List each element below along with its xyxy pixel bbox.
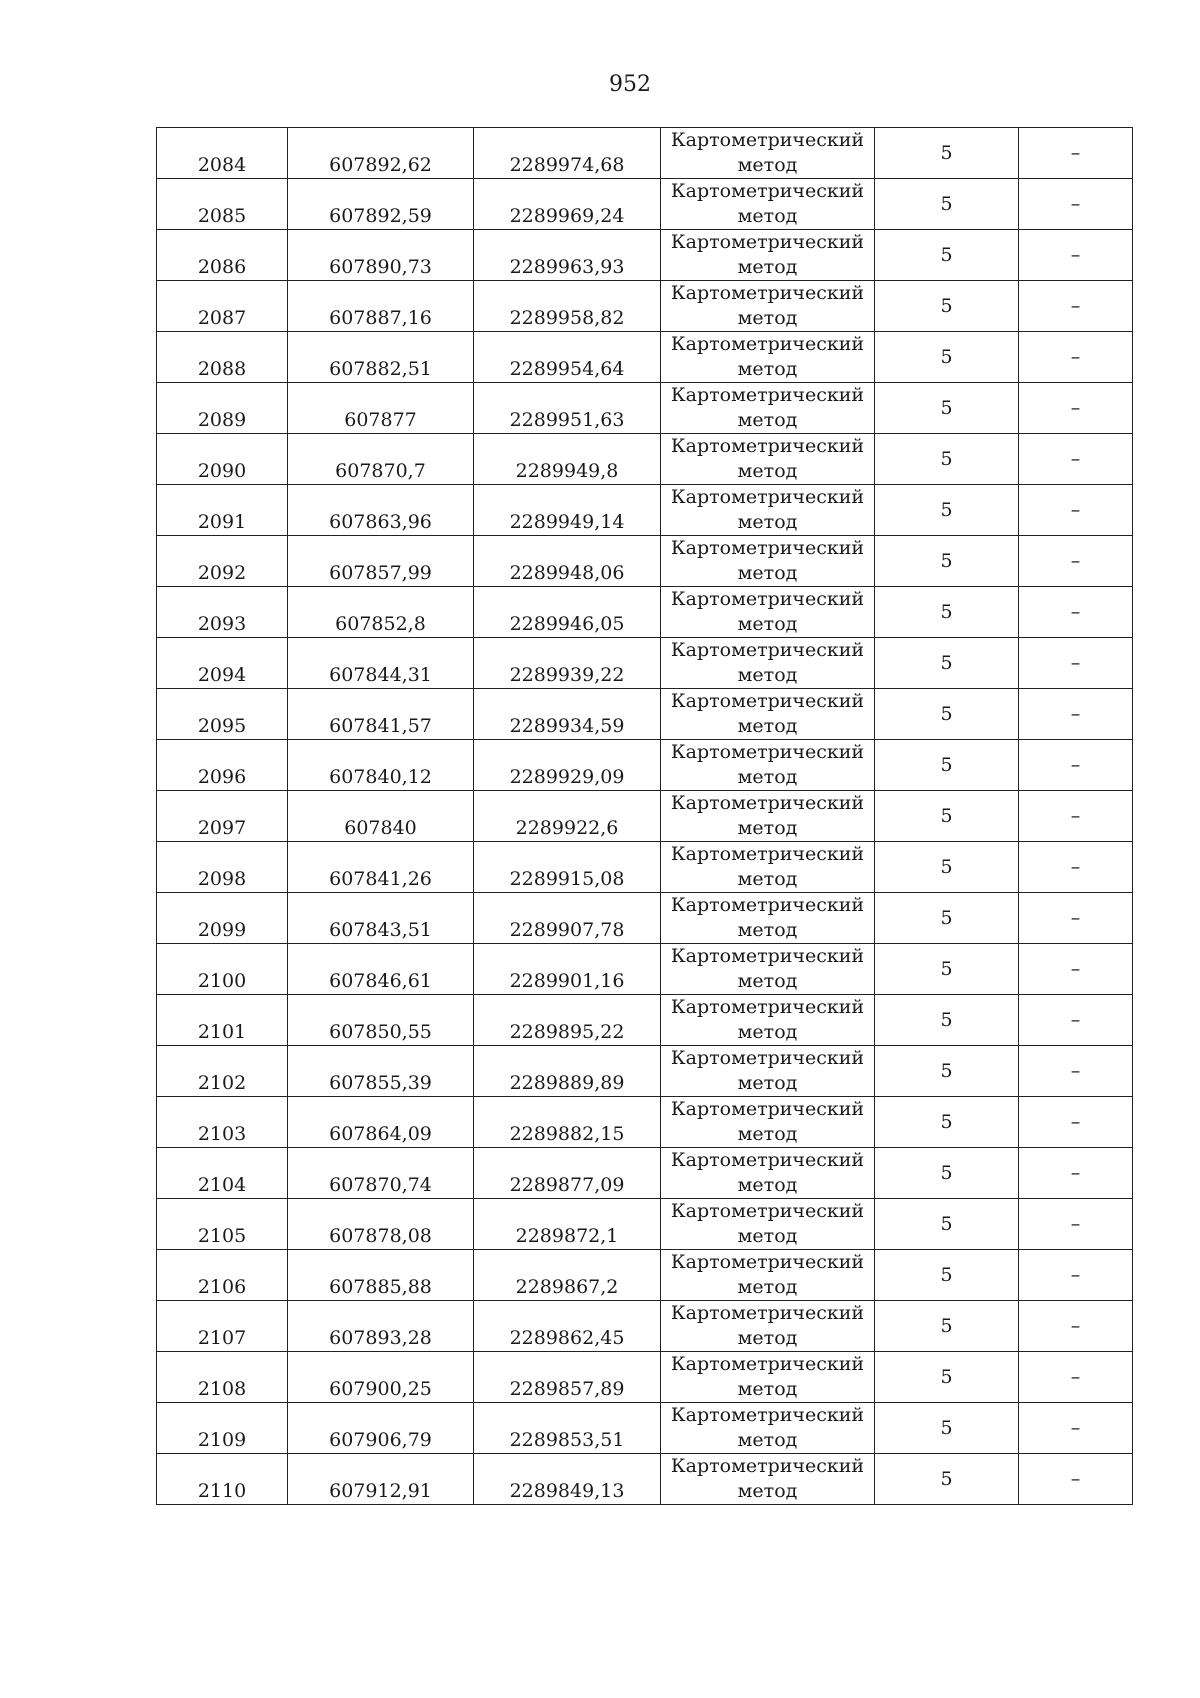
x-coordinate-cell: 607882,51 xyxy=(288,332,474,383)
note-cell: – xyxy=(1019,383,1133,434)
point-number-cell: 2110 xyxy=(157,1454,288,1505)
y-coordinate-cell: 2289949,14 xyxy=(474,485,661,536)
point-number-cell: 2103 xyxy=(157,1097,288,1148)
y-coordinate-cell: 2289877,09 xyxy=(474,1148,661,1199)
table-row xyxy=(157,281,1133,332)
method-line-2: метод xyxy=(737,460,798,482)
method-line-2: метод xyxy=(737,154,798,176)
point-number-cell: 2090 xyxy=(157,434,288,485)
x-coordinate-cell: 607840,12 xyxy=(288,740,474,791)
method-line-1: Картометрический xyxy=(670,180,865,202)
x-coordinate-cell: 607890,73 xyxy=(288,230,474,281)
point-number-cell: 2087 xyxy=(157,281,288,332)
y-coordinate-cell: 2289948,06 xyxy=(474,536,661,587)
method-line-1: Картометрический xyxy=(670,1302,865,1324)
note-cell: – xyxy=(1019,1046,1133,1097)
point-number-cell: 2109 xyxy=(157,1403,288,1454)
method-line-2: метод xyxy=(737,307,798,329)
method-line-2: метод xyxy=(737,511,798,533)
method-cell xyxy=(661,1250,875,1301)
y-coordinate-cell: 2289951,63 xyxy=(474,383,661,434)
point-number-cell: 2088 xyxy=(157,332,288,383)
method-cell xyxy=(661,281,875,332)
method-line-2: метод xyxy=(737,970,798,992)
table-row xyxy=(157,434,1133,485)
method-cell xyxy=(661,740,875,791)
y-coordinate-cell: 2289954,64 xyxy=(474,332,661,383)
note-cell: – xyxy=(1019,944,1133,995)
table-row xyxy=(157,1148,1133,1199)
method-line-1: Картометрический xyxy=(670,1047,865,1069)
method-cell xyxy=(661,1454,875,1505)
method-cell xyxy=(661,1301,875,1352)
x-coordinate-cell: 607843,51 xyxy=(288,893,474,944)
method-cell xyxy=(661,230,875,281)
y-coordinate-cell: 2289895,22 xyxy=(474,995,661,1046)
method-line-1: Картометрический xyxy=(670,588,865,610)
point-number-cell: 2086 xyxy=(157,230,288,281)
y-coordinate-cell: 2289946,05 xyxy=(474,587,661,638)
note-cell: – xyxy=(1019,740,1133,791)
method-line-2: метод xyxy=(737,1021,798,1043)
accuracy-cell: 5 xyxy=(875,740,1019,791)
method-line-2: метод xyxy=(737,766,798,788)
method-cell xyxy=(661,1148,875,1199)
method-line-1: Картометрический xyxy=(670,1251,865,1273)
method-cell xyxy=(661,842,875,893)
accuracy-cell: 5 xyxy=(875,332,1019,383)
point-number-cell: 2093 xyxy=(157,587,288,638)
method-line-1: Картометрический xyxy=(670,945,865,967)
note-cell: – xyxy=(1019,995,1133,1046)
point-number-cell: 2092 xyxy=(157,536,288,587)
x-coordinate-cell: 607857,99 xyxy=(288,536,474,587)
y-coordinate-cell: 2289872,1 xyxy=(474,1199,661,1250)
note-cell: – xyxy=(1019,1250,1133,1301)
accuracy-cell: 5 xyxy=(875,1250,1019,1301)
table-row xyxy=(157,638,1133,689)
accuracy-cell: 5 xyxy=(875,944,1019,995)
method-line-1: Картометрический xyxy=(670,282,865,304)
method-line-2: метод xyxy=(737,1276,798,1298)
accuracy-cell: 5 xyxy=(875,1148,1019,1199)
table-row xyxy=(157,1199,1133,1250)
method-line-1: Картометрический xyxy=(670,1455,865,1477)
note-cell: – xyxy=(1019,1148,1133,1199)
method-line-2: метод xyxy=(737,1480,798,1502)
table-row xyxy=(157,536,1133,587)
point-number-cell: 2099 xyxy=(157,893,288,944)
note-cell: – xyxy=(1019,128,1133,179)
x-coordinate-cell: 607885,88 xyxy=(288,1250,474,1301)
y-coordinate-cell: 2289889,89 xyxy=(474,1046,661,1097)
x-coordinate-cell: 607912,91 xyxy=(288,1454,474,1505)
method-line-1: Картометрический xyxy=(670,843,865,865)
x-coordinate-cell: 607870,74 xyxy=(288,1148,474,1199)
x-coordinate-cell: 607844,31 xyxy=(288,638,474,689)
y-coordinate-cell: 2289934,59 xyxy=(474,689,661,740)
x-coordinate-cell: 607892,59 xyxy=(288,179,474,230)
y-coordinate-cell: 2289969,24 xyxy=(474,179,661,230)
method-cell xyxy=(661,689,875,740)
point-number-cell: 2098 xyxy=(157,842,288,893)
method-line-2: метод xyxy=(737,409,798,431)
x-coordinate-cell: 607892,62 xyxy=(288,128,474,179)
point-number-cell: 2091 xyxy=(157,485,288,536)
accuracy-cell: 5 xyxy=(875,842,1019,893)
y-coordinate-cell: 2289862,45 xyxy=(474,1301,661,1352)
note-cell: – xyxy=(1019,1301,1133,1352)
method-cell xyxy=(661,1352,875,1403)
y-coordinate-cell: 2289963,93 xyxy=(474,230,661,281)
accuracy-cell: 5 xyxy=(875,995,1019,1046)
method-line-1: Картометрический xyxy=(670,690,865,712)
method-cell xyxy=(661,587,875,638)
method-line-2: метод xyxy=(737,664,798,686)
accuracy-cell: 5 xyxy=(875,179,1019,230)
method-line-2: метод xyxy=(737,1378,798,1400)
point-number-cell: 2108 xyxy=(157,1352,288,1403)
accuracy-cell: 5 xyxy=(875,1301,1019,1352)
method-cell xyxy=(661,944,875,995)
table-row xyxy=(157,1250,1133,1301)
y-coordinate-cell: 2289882,15 xyxy=(474,1097,661,1148)
note-cell: – xyxy=(1019,179,1133,230)
method-line-1: Картометрический xyxy=(670,792,865,814)
method-line-2: метод xyxy=(737,613,798,635)
method-cell xyxy=(661,383,875,434)
table-row xyxy=(157,1352,1133,1403)
table-row xyxy=(157,1454,1133,1505)
method-line-2: метод xyxy=(737,256,798,278)
note-cell: – xyxy=(1019,1454,1133,1505)
method-line-1: Картометрический xyxy=(670,1404,865,1426)
method-line-2: метод xyxy=(737,1327,798,1349)
method-line-2: метод xyxy=(737,1072,798,1094)
accuracy-cell: 5 xyxy=(875,128,1019,179)
y-coordinate-cell: 2289974,68 xyxy=(474,128,661,179)
point-number-cell: 2104 xyxy=(157,1148,288,1199)
method-line-1: Картометрический xyxy=(670,1353,865,1375)
point-number-cell: 2084 xyxy=(157,128,288,179)
x-coordinate-cell: 607900,25 xyxy=(288,1352,474,1403)
x-coordinate-cell: 607864,09 xyxy=(288,1097,474,1148)
accuracy-cell: 5 xyxy=(875,434,1019,485)
table-row xyxy=(157,587,1133,638)
note-cell: – xyxy=(1019,587,1133,638)
x-coordinate-cell: 607852,8 xyxy=(288,587,474,638)
method-line-2: метод xyxy=(737,1123,798,1145)
method-cell xyxy=(661,1199,875,1250)
accuracy-cell: 5 xyxy=(875,689,1019,740)
x-coordinate-cell: 607841,57 xyxy=(288,689,474,740)
x-coordinate-cell: 607893,28 xyxy=(288,1301,474,1352)
table-row xyxy=(157,230,1133,281)
table-row xyxy=(157,893,1133,944)
method-cell xyxy=(661,1403,875,1454)
method-line-1: Картометрический xyxy=(670,384,865,406)
method-line-2: метод xyxy=(737,715,798,737)
method-cell xyxy=(661,638,875,689)
note-cell: – xyxy=(1019,332,1133,383)
accuracy-cell: 5 xyxy=(875,893,1019,944)
point-number-cell: 2101 xyxy=(157,995,288,1046)
point-number-cell: 2097 xyxy=(157,791,288,842)
accuracy-cell: 5 xyxy=(875,1454,1019,1505)
note-cell: – xyxy=(1019,791,1133,842)
x-coordinate-cell: 607850,55 xyxy=(288,995,474,1046)
y-coordinate-cell: 2289857,89 xyxy=(474,1352,661,1403)
table-row xyxy=(157,332,1133,383)
point-number-cell: 2094 xyxy=(157,638,288,689)
method-line-1: Картометрический xyxy=(670,486,865,508)
table-row xyxy=(157,740,1133,791)
point-number-cell: 2096 xyxy=(157,740,288,791)
method-cell xyxy=(661,536,875,587)
y-coordinate-cell: 2289915,08 xyxy=(474,842,661,893)
x-coordinate-cell: 607906,79 xyxy=(288,1403,474,1454)
method-line-2: метод xyxy=(737,919,798,941)
method-line-2: метод xyxy=(737,562,798,584)
note-cell: – xyxy=(1019,842,1133,893)
point-number-cell: 2095 xyxy=(157,689,288,740)
method-line-1: Картометрический xyxy=(670,996,865,1018)
coordinates-table-body xyxy=(157,128,1133,1505)
note-cell: – xyxy=(1019,485,1133,536)
accuracy-cell: 5 xyxy=(875,281,1019,332)
note-cell: – xyxy=(1019,1097,1133,1148)
method-line-1: Картометрический xyxy=(670,333,865,355)
table-row xyxy=(157,1097,1133,1148)
x-coordinate-cell: 607841,26 xyxy=(288,842,474,893)
method-cell xyxy=(661,179,875,230)
method-line-2: метод xyxy=(737,817,798,839)
method-cell xyxy=(661,434,875,485)
method-line-2: метод xyxy=(737,1225,798,1247)
note-cell: – xyxy=(1019,434,1133,485)
method-line-1: Картометрический xyxy=(670,435,865,457)
x-coordinate-cell: 607840 xyxy=(288,791,474,842)
method-line-1: Картометрический xyxy=(670,894,865,916)
y-coordinate-cell: 2289949,8 xyxy=(474,434,661,485)
table-row xyxy=(157,791,1133,842)
point-number-cell: 2102 xyxy=(157,1046,288,1097)
note-cell: – xyxy=(1019,1199,1133,1250)
x-coordinate-cell: 607887,16 xyxy=(288,281,474,332)
table-row xyxy=(157,689,1133,740)
table-row xyxy=(157,944,1133,995)
y-coordinate-cell: 2289907,78 xyxy=(474,893,661,944)
method-line-1: Картометрический xyxy=(670,129,865,151)
y-coordinate-cell: 2289849,13 xyxy=(474,1454,661,1505)
accuracy-cell: 5 xyxy=(875,638,1019,689)
table-row xyxy=(157,995,1133,1046)
point-number-cell: 2107 xyxy=(157,1301,288,1352)
accuracy-cell: 5 xyxy=(875,1046,1019,1097)
accuracy-cell: 5 xyxy=(875,383,1019,434)
x-coordinate-cell: 607878,08 xyxy=(288,1199,474,1250)
table-row xyxy=(157,383,1133,434)
method-cell xyxy=(661,332,875,383)
method-line-2: метод xyxy=(737,1429,798,1451)
note-cell: – xyxy=(1019,689,1133,740)
point-number-cell: 2100 xyxy=(157,944,288,995)
accuracy-cell: 5 xyxy=(875,791,1019,842)
method-line-2: метод xyxy=(737,1174,798,1196)
method-cell xyxy=(661,893,875,944)
accuracy-cell: 5 xyxy=(875,536,1019,587)
y-coordinate-cell: 2289929,09 xyxy=(474,740,661,791)
method-cell xyxy=(661,1097,875,1148)
method-cell xyxy=(661,1046,875,1097)
table-row xyxy=(157,1046,1133,1097)
accuracy-cell: 5 xyxy=(875,1403,1019,1454)
point-number-cell: 2085 xyxy=(157,179,288,230)
accuracy-cell: 5 xyxy=(875,1097,1019,1148)
y-coordinate-cell: 2289901,16 xyxy=(474,944,661,995)
method-line-1: Картометрический xyxy=(670,537,865,559)
x-coordinate-cell: 607846,61 xyxy=(288,944,474,995)
method-line-1: Картометрический xyxy=(670,639,865,661)
accuracy-cell: 5 xyxy=(875,587,1019,638)
note-cell: – xyxy=(1019,281,1133,332)
method-line-2: метод xyxy=(737,868,798,890)
accuracy-cell: 5 xyxy=(875,1199,1019,1250)
method-cell xyxy=(661,485,875,536)
method-cell xyxy=(661,995,875,1046)
method-line-2: метод xyxy=(737,358,798,380)
x-coordinate-cell: 607870,7 xyxy=(288,434,474,485)
accuracy-cell: 5 xyxy=(875,1352,1019,1403)
y-coordinate-cell: 2289922,6 xyxy=(474,791,661,842)
method-cell xyxy=(661,791,875,842)
note-cell: – xyxy=(1019,638,1133,689)
x-coordinate-cell: 607863,96 xyxy=(288,485,474,536)
page-number: 952 xyxy=(609,72,651,97)
note-cell: – xyxy=(1019,1403,1133,1454)
x-coordinate-cell: 607855,39 xyxy=(288,1046,474,1097)
accuracy-cell: 5 xyxy=(875,485,1019,536)
accuracy-cell: 5 xyxy=(875,230,1019,281)
method-line-1: Картометрический xyxy=(670,1200,865,1222)
y-coordinate-cell: 2289958,82 xyxy=(474,281,661,332)
table-row xyxy=(157,1301,1133,1352)
note-cell: – xyxy=(1019,536,1133,587)
point-number-cell: 2089 xyxy=(157,383,288,434)
table-row xyxy=(157,1403,1133,1454)
x-coordinate-cell: 607877 xyxy=(288,383,474,434)
method-line-1: Картометрический xyxy=(670,231,865,253)
y-coordinate-cell: 2289939,22 xyxy=(474,638,661,689)
y-coordinate-cell: 2289853,51 xyxy=(474,1403,661,1454)
point-number-cell: 2105 xyxy=(157,1199,288,1250)
note-cell: – xyxy=(1019,1352,1133,1403)
method-cell xyxy=(661,128,875,179)
method-line-1: Картометрический xyxy=(670,1149,865,1171)
table-row xyxy=(157,179,1133,230)
table-row xyxy=(157,842,1133,893)
y-coordinate-cell: 2289867,2 xyxy=(474,1250,661,1301)
point-number-cell: 2106 xyxy=(157,1250,288,1301)
method-line-1: Картометрический xyxy=(670,1098,865,1120)
method-line-1: Картометрический xyxy=(670,741,865,763)
table-row xyxy=(157,485,1133,536)
method-line-2: метод xyxy=(737,205,798,227)
coordinates-table xyxy=(156,127,1133,1505)
note-cell: – xyxy=(1019,230,1133,281)
note-cell: – xyxy=(1019,893,1133,944)
table-row xyxy=(157,128,1133,179)
